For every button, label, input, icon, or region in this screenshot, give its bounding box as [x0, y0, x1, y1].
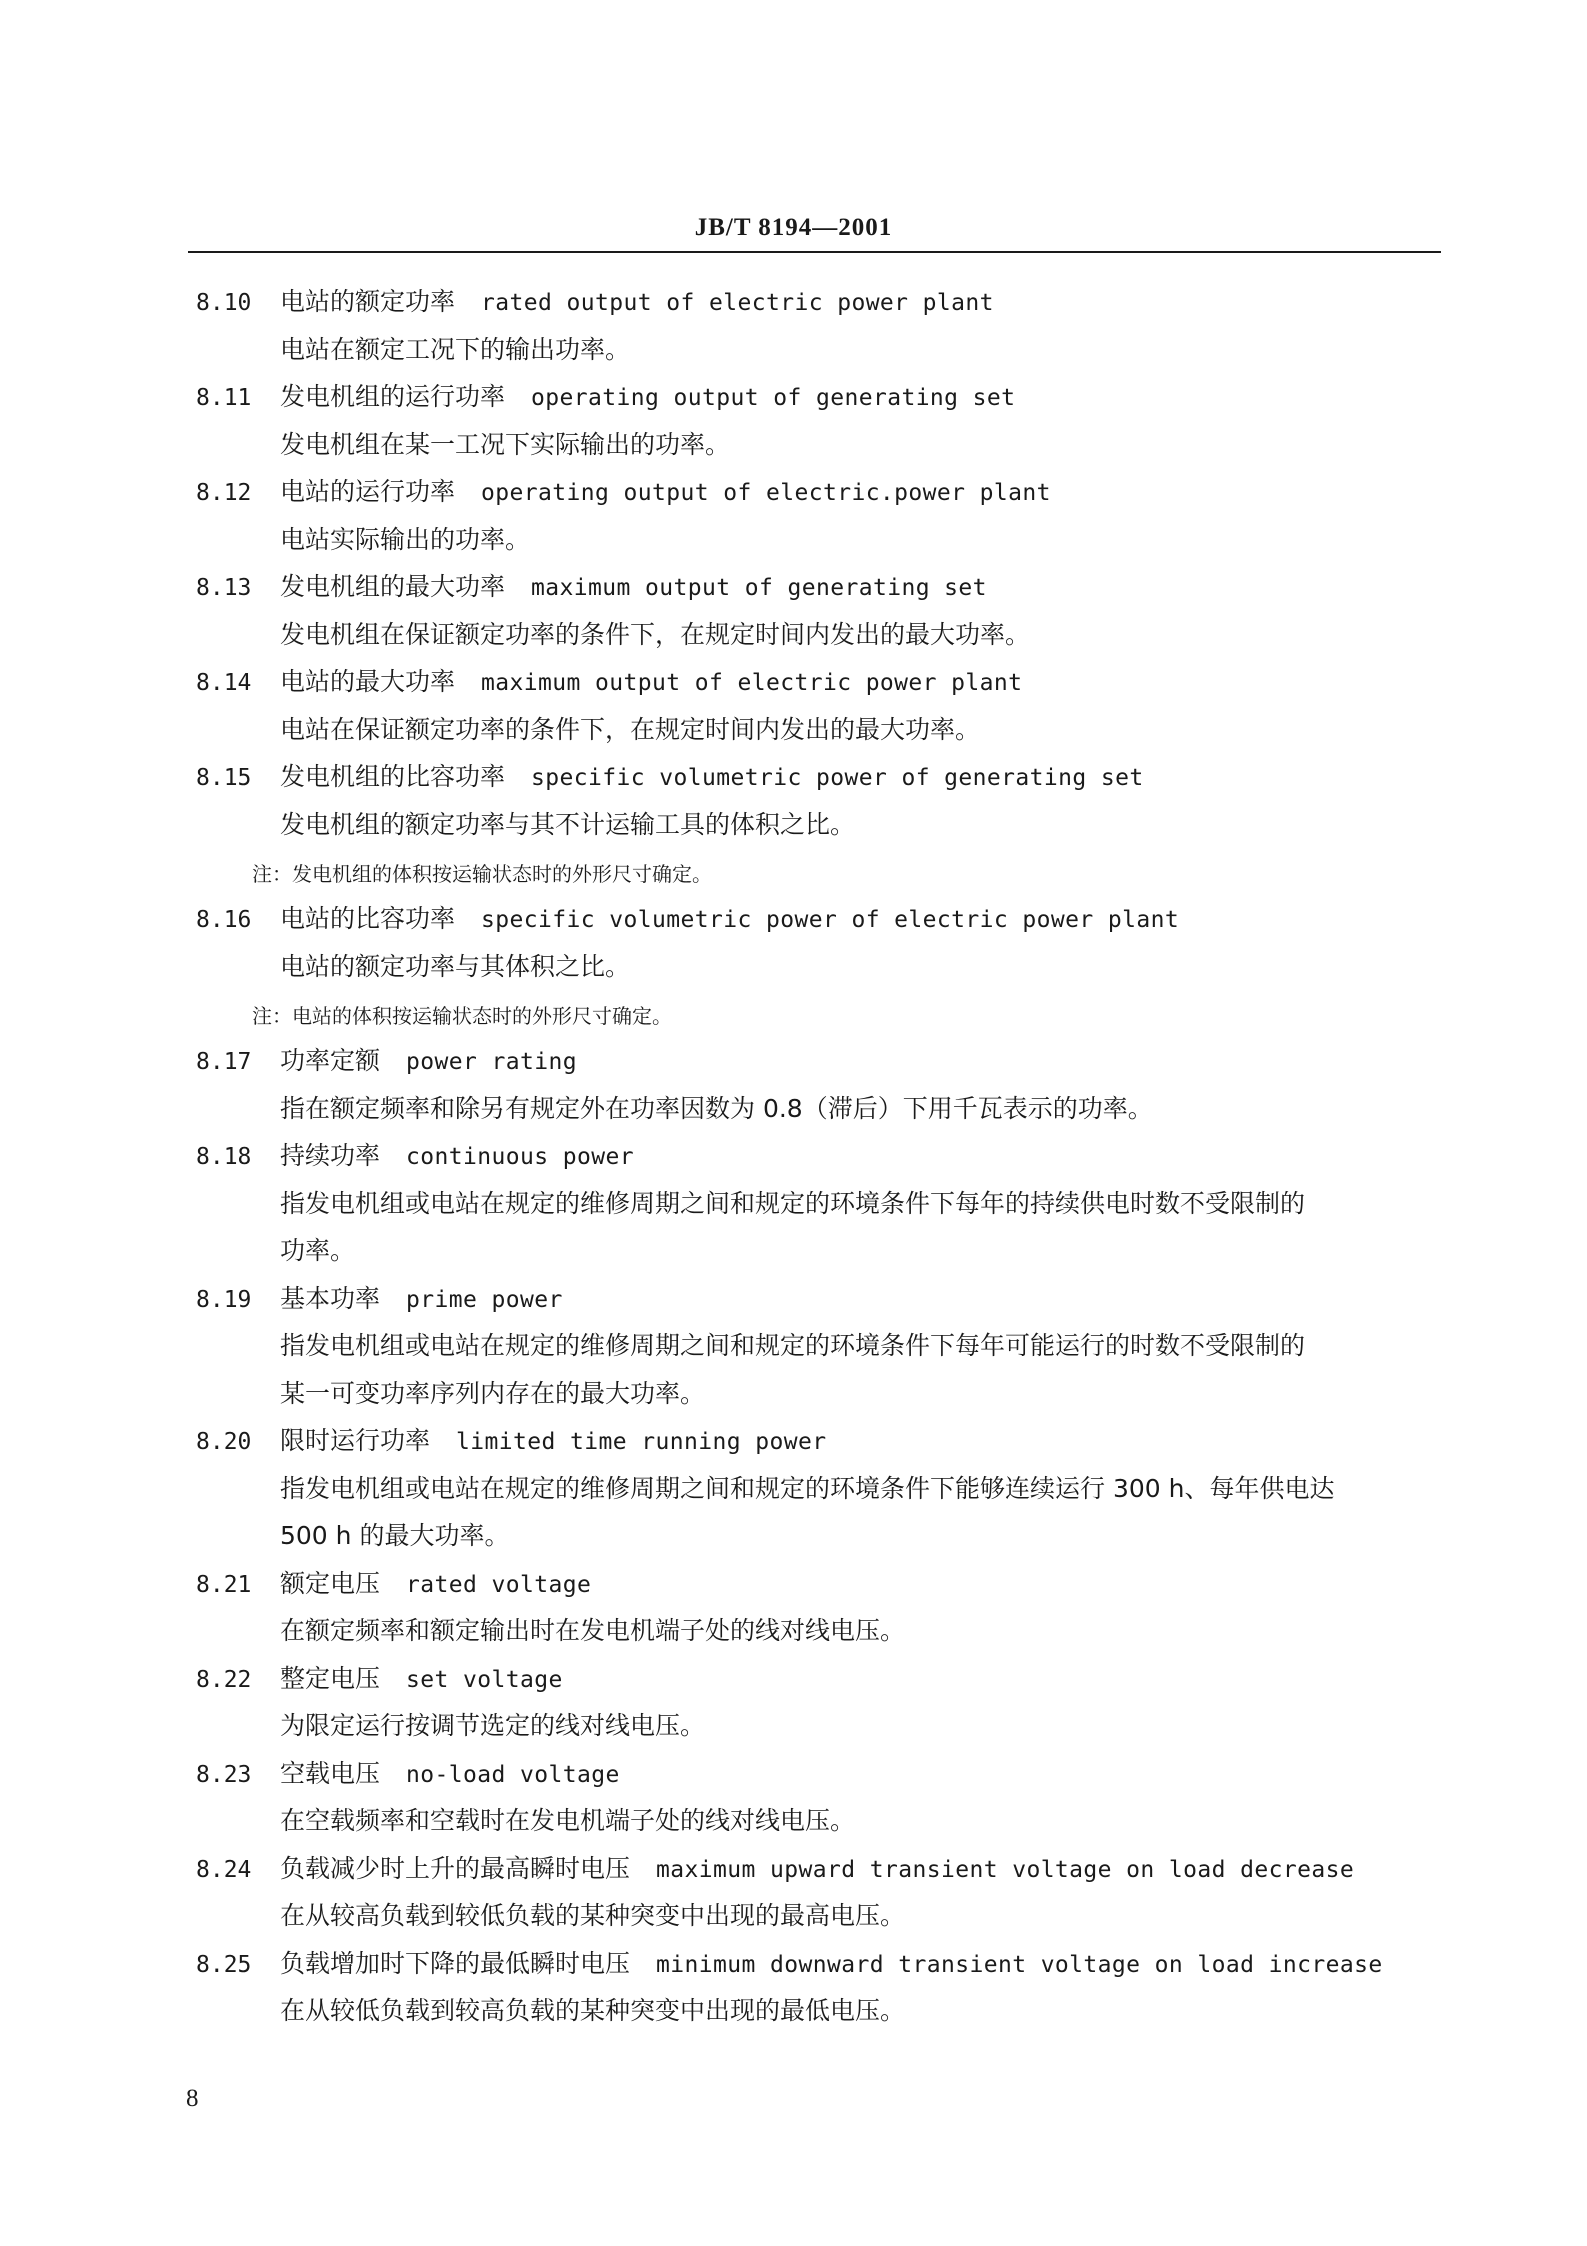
- term-english: specific volumetric power of electric power plant: [481, 907, 1180, 933]
- term-note: 注：电站的体积按运输状态时的外形尺寸确定。: [252, 1004, 672, 1028]
- term-english: operating output of generating set: [531, 385, 1016, 411]
- term-definition: 功率。: [280, 1236, 356, 1265]
- term-chinese: 限时运行功率: [280, 1426, 431, 1455]
- term-chinese: 发电机组的运行功率: [280, 382, 506, 411]
- term-english: continuous power: [406, 1144, 634, 1170]
- term-number: 8.14: [196, 670, 252, 696]
- term-number: 8.22: [196, 1666, 252, 1693]
- term-number: 8.23: [196, 1761, 252, 1788]
- term-heading: [196, 1754, 620, 1794]
- term-definition: 发电机组在保证额定功率的条件下，在规定时间内发出的最大功率。: [280, 619, 1031, 649]
- term-definition: 在从较高负载到较低负载的某种突变中出现的最高电压。: [280, 1901, 906, 1930]
- term-english: maximum output of electric power plant: [481, 670, 1023, 696]
- term-number: 8.21: [196, 1571, 252, 1598]
- term-definition: 在从较低负载到较高负载的某种突变中出现的最低电压。: [280, 1996, 906, 2025]
- term-heading: [196, 282, 994, 322]
- term-definition: 为限定运行按调节选定的线对线电压。: [280, 1711, 706, 1740]
- term-chinese: 负载增加时下降的最低瞬时电压: [280, 1948, 631, 1978]
- term-heading: [196, 1421, 826, 1461]
- header-divider: [188, 251, 1441, 253]
- term-definition: 500 h 的最大功率。: [280, 1521, 510, 1550]
- term-definition: 某一可变功率序列内存在的最大功率。: [280, 1378, 706, 1408]
- term-english: no-load voltage: [406, 1761, 620, 1788]
- term-number: 8.11: [196, 385, 252, 411]
- term-chinese: 发电机组的最大功率: [280, 572, 506, 601]
- term-definition: 电站的额定功率与其体积之比。: [280, 951, 631, 981]
- term-english: maximum output of generating set: [531, 575, 987, 601]
- term-chinese: 电站的额定功率: [280, 287, 456, 316]
- term-heading: [196, 1279, 563, 1319]
- term-heading: [196, 1564, 591, 1604]
- term-heading: [196, 472, 1051, 512]
- term-chinese: 电站的比容功率: [280, 904, 456, 933]
- term-english: rated output of electric power plant: [481, 290, 994, 316]
- term-chinese: 持续功率: [280, 1141, 381, 1170]
- term-chinese: 电站的最大功率: [280, 667, 456, 696]
- term-definition: 指发电机组或电站在规定的维修周期之间和规定的环境条件下每年可能运行的时数不受限制的: [280, 1331, 1306, 1360]
- term-number: 8.20: [196, 1429, 252, 1455]
- term-number: 8.10: [196, 290, 252, 316]
- term-chinese: 基本功率: [280, 1283, 381, 1313]
- term-number: 8.19: [196, 1286, 252, 1313]
- term-heading: [196, 757, 1144, 797]
- term-definition: 电站实际输出的功率。: [280, 524, 531, 554]
- term-chinese: 发电机组的比容功率: [280, 762, 506, 791]
- term-english: set voltage: [406, 1666, 563, 1693]
- term-definition: 电站在保证额定功率的条件下，在规定时间内发出的最大功率。: [280, 714, 981, 744]
- term-definition: 指在额定频率和除另有规定外在功率因数为 0.8（滞后）下用千瓦表示的功率。: [280, 1093, 1153, 1123]
- standard-header-title: JB/T 8194—2001: [694, 214, 893, 241]
- term-definition: 发电机组在某一工况下实际输出的功率。: [280, 429, 731, 459]
- term-number: 8.25: [196, 1951, 252, 1978]
- term-english: maximum upward transient voltage on load decrease: [656, 1856, 1355, 1883]
- term-english: limited time running power: [456, 1429, 827, 1455]
- term-number: 8.17: [196, 1049, 252, 1075]
- term-number: 8.24: [196, 1856, 252, 1883]
- term-english: rated voltage: [406, 1571, 592, 1598]
- term-note: 注：发电机组的体积按运输状态时的外形尺寸确定。: [252, 862, 712, 886]
- term-chinese: 额定电压: [280, 1568, 381, 1598]
- term-heading: [196, 1849, 1354, 1889]
- term-definition: 指发电机组或电站在规定的维修周期之间和规定的环境条件下每年的持续供电时数不受限制的: [280, 1188, 1306, 1218]
- term-chinese: 整定电压: [280, 1663, 381, 1693]
- term-english: operating output of electric.power plant: [481, 480, 1051, 506]
- term-heading: [196, 662, 1022, 702]
- term-number: 8.16: [196, 907, 252, 933]
- term-chinese: 功率定额: [280, 1046, 381, 1075]
- term-heading: [196, 567, 987, 607]
- term-number: 8.13: [196, 575, 252, 601]
- term-heading: [196, 1136, 634, 1176]
- term-english: prime power: [406, 1286, 563, 1313]
- term-heading: [196, 377, 1015, 417]
- term-definition: 在额定频率和额定输出时在发电机端子处的线对线电压。: [280, 1616, 906, 1645]
- term-definition: 发电机组的额定功率与其不计运输工具的体积之比。: [280, 809, 856, 839]
- term-heading: [196, 899, 1179, 939]
- term-chinese: 空载电压: [280, 1758, 381, 1788]
- term-definition: 指发电机组或电站在规定的维修周期之间和规定的环境条件下能够连续运行 300 h、每年供电达: [280, 1473, 1335, 1503]
- term-number: 8.18: [196, 1144, 252, 1170]
- term-definition: 在空载频率和空载时在发电机端子处的线对线电压。: [280, 1806, 856, 1835]
- term-heading: [196, 1041, 577, 1081]
- term-definition: 电站在额定工况下的输出功率。: [280, 334, 631, 364]
- term-heading: [196, 1659, 563, 1699]
- term-english: specific volumetric power of generating set: [531, 765, 1144, 791]
- term-chinese: 电站的运行功率: [280, 477, 456, 506]
- term-english: power rating: [406, 1049, 577, 1075]
- term-number: 8.15: [196, 765, 252, 791]
- term-number: 8.12: [196, 480, 252, 506]
- term-chinese: 负载减少时上升的最高瞬时电压: [280, 1853, 631, 1883]
- term-english: minimum downward transient voltage on load increase: [656, 1951, 1383, 1978]
- page-number: 8: [186, 2085, 199, 2112]
- term-heading: [196, 1944, 1383, 1984]
